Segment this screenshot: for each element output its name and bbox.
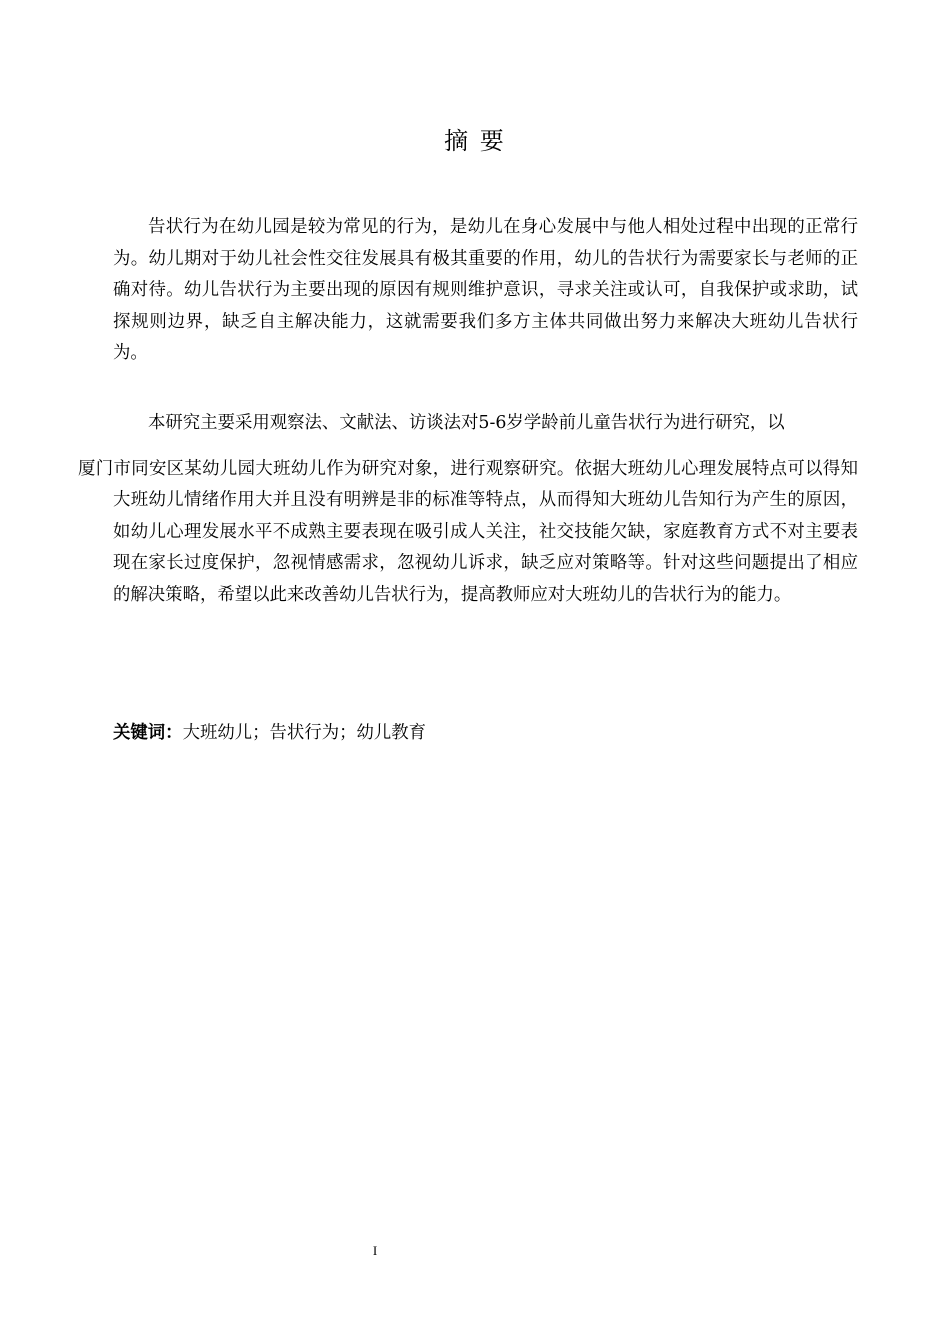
abstract-paragraph-2-rest: 厦门市同安区某幼儿园大班幼儿作为研究对象，进行观察研究。依据大班幼儿心理发展特点可以得知大班幼儿情绪作用大并且没有明辨是非的标准等特点，从而得知大班幼儿告知行为产生的原因，如幼儿心理发展水平不成熟主要表现在吸引成人关注，社交技能欠缺，家庭教育方式不对主要表现在家长过度保护，忽视情感需求，忽视幼儿诉求，缺乏应对策略等。针对这些问题提出了相应的解决策略，希望以此来改善幼儿告状行为，提高教师应对大班幼儿的告状行为的能力。 [78,458,858,605]
keywords-label: 关键词： [113,723,183,743]
keywords-line [113,718,426,750]
abstract-paragraph-2-line-1: 本研究主要采用观察法、文献法、访谈法对5-6岁学龄前儿童告状行为进行研究，以 [148,413,785,433]
page-number: I [372,1243,378,1258]
abstract-title: 摘 要 [444,127,506,155]
abstract-paragraph-2 [78,408,858,611]
keywords-value: 大班幼儿；告状行为；幼儿教育 [182,723,427,743]
abstract-paragraph-1: 告状行为在幼儿园是较为常见的行为，是幼儿在身心发展中与他人相处过程中出现的正常行为。幼儿期对于幼儿社会性交往发展具有极其重要的作用，幼儿的告状行为需要家长与老师的正确对待。幼儿告状行为主要出现的原因有规则维护意识，寻求关注或认可，自我保护或求助，试探规则边界，缺乏自主解决能力，这就需要我们多方主体共同做出努力来解决大班幼儿告状行为。 [113,217,858,363]
